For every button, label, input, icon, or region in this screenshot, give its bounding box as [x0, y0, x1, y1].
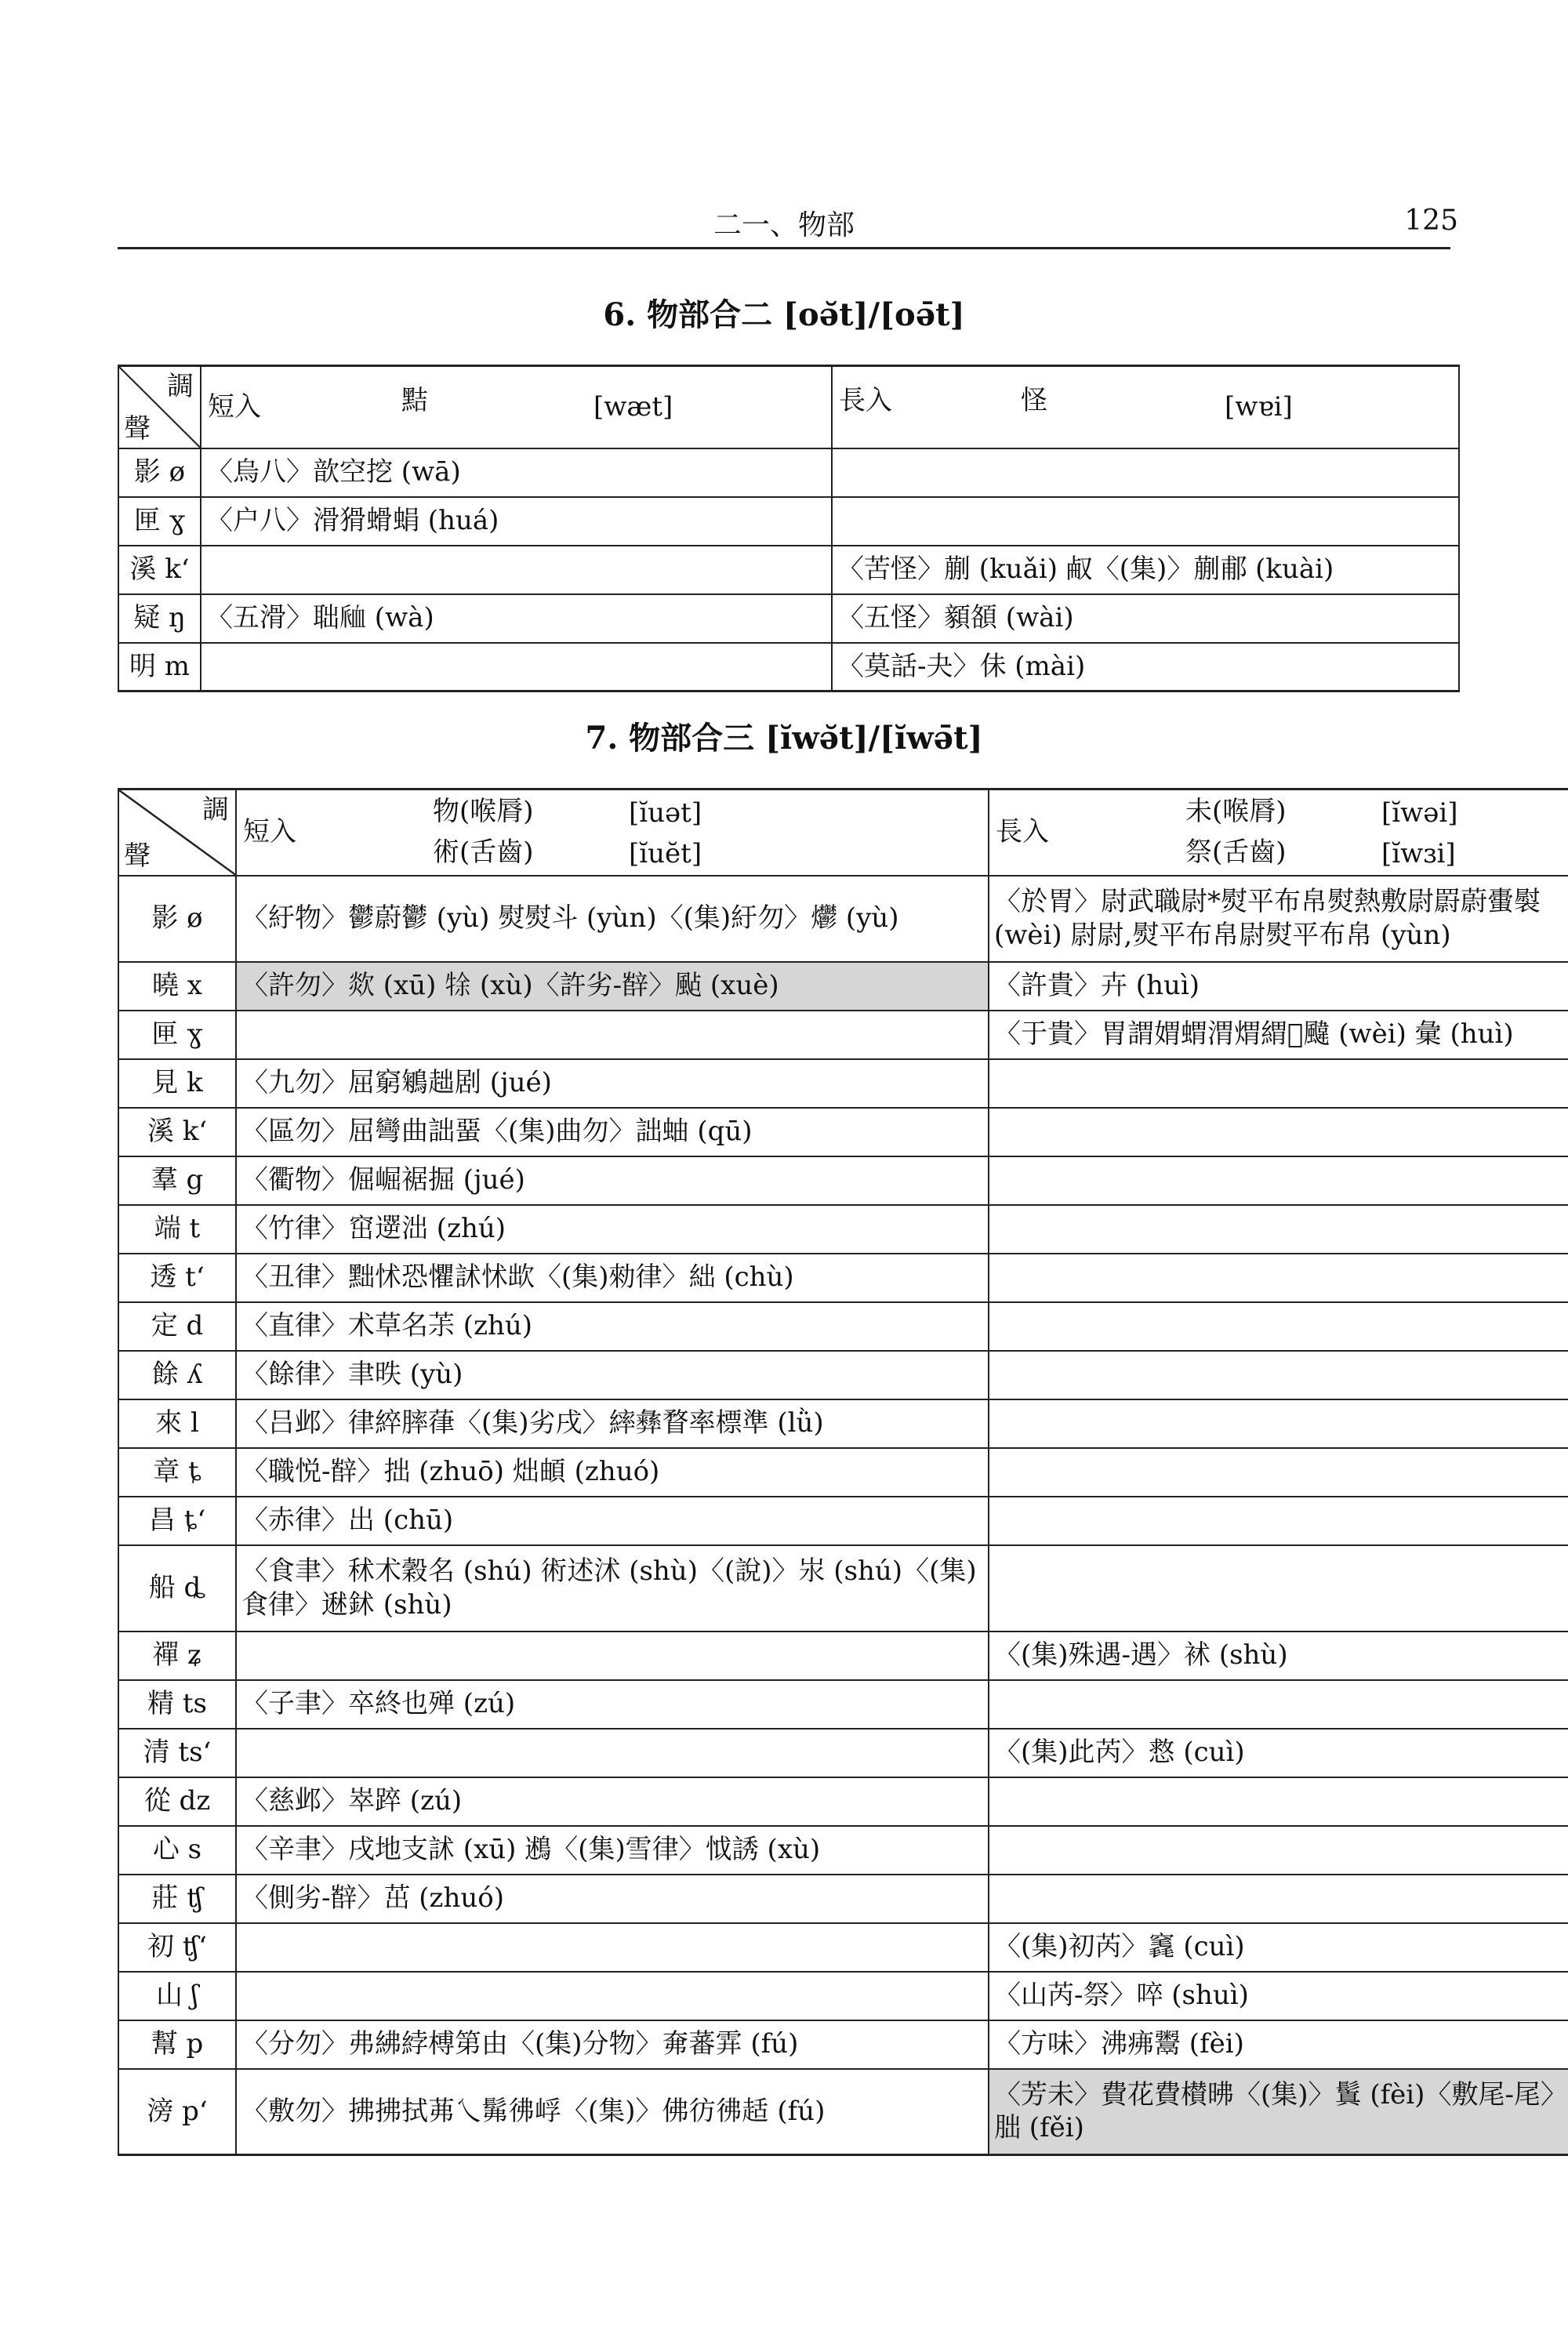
- table-row: [118, 1680, 1568, 1729]
- short-cell: 〈敷勿〉拂拂拭茀乀髴彿㟊〈(集)〉佛彷彿趏 (fú): [236, 2069, 989, 2155]
- table-row: [118, 448, 1459, 497]
- initial-cell: 餘 ʎ: [118, 1351, 236, 1399]
- short-cell: 〈赤律〉出 (chū): [236, 1497, 989, 1545]
- initial-cell: 莊 ʧ: [118, 1875, 236, 1923]
- short-cell: 〈職悦-辥〉拙 (zhuō) 炪頔 (zhuó): [236, 1448, 989, 1497]
- short-cell: 〈户八〉滑猾螖蜎 (huá): [201, 497, 832, 546]
- table7-long-header: [989, 789, 1568, 876]
- long-cell: [989, 1302, 1568, 1351]
- long-cell: [832, 448, 1459, 497]
- initial-cell: 影 ø: [118, 876, 236, 962]
- long-cell: 〈(集)初芮〉竁 (cuì): [989, 1923, 1568, 1972]
- table7: [118, 788, 1568, 2156]
- initial-label: 聲: [124, 840, 151, 872]
- initial-cell: 滂 p‘: [118, 2069, 236, 2155]
- table-row: [118, 1923, 1568, 1972]
- table7-corner-cell: [118, 789, 236, 876]
- long-cell: 〈莫話-夬〉佅 (mài): [832, 643, 1459, 691]
- table-row: [118, 1399, 1568, 1448]
- short-cell: [236, 1972, 989, 2020]
- long-cell: [989, 1108, 1568, 1156]
- short-cell: [236, 1923, 989, 1972]
- long-cell: 〈芳未〉費花費櫕昲〈(集)〉鬒 (fèi)〈敷尾-尾〉朏 (fěi): [989, 2069, 1568, 2155]
- short-cell: 〈九勿〉屈窮鵴趉剧 (jué): [236, 1059, 989, 1108]
- short-cell: 〈許勿〉欻 (xū) 𤙛 (xù)〈許劣-辥〉颭 (xuè): [236, 962, 989, 1011]
- short-cell: 〈紆物〉鬱蔚鬱 (yù) 熨熨斗 (yùn)〈(集)紆勿〉爩 (yù): [236, 876, 989, 962]
- initial-cell: 精 ts: [118, 1680, 236, 1729]
- ipa-label: [ĭwǝi]: [1381, 797, 1458, 829]
- subrhyme-label: 物(喉脣): [433, 796, 534, 827]
- long-cell: [989, 1875, 1568, 1923]
- long-cell: [989, 1777, 1568, 1826]
- initial-cell: 透 t‘: [118, 1254, 236, 1302]
- initial-cell: 山 ʃ: [118, 1972, 236, 2020]
- table-row: [118, 1108, 1568, 1156]
- table-row: [118, 962, 1568, 1011]
- initial-cell: 溪 k‘: [118, 546, 201, 594]
- short-cell: 〈烏八〉歆空挖 (wā): [201, 448, 832, 497]
- initial-cell: 禪 ʑ: [118, 1632, 236, 1680]
- ipa-label: [wɐi]: [1225, 391, 1293, 423]
- table-row: [118, 1302, 1568, 1351]
- short-cell: 〈側劣-辥〉茁 (zhuó): [236, 1875, 989, 1923]
- short-cell: 〈吕邺〉律綷膟葎〈(集)劣戌〉繂彝瞀率標準 (lǜ): [236, 1399, 989, 1448]
- long-cell: 〈於胃〉尉武職尉*熨平布帛熨熱敷尉罻蔚蟗褽 (wèi) 尉尉,熨平布帛尉熨平布帛 (yùn): [989, 876, 1568, 962]
- long-cell: [989, 1545, 1568, 1632]
- short-cell: 〈丑律〉黜怵恐懼訹怵欪〈(集)勑律〉絀 (chù): [236, 1254, 989, 1302]
- table-row: [118, 2020, 1568, 2069]
- initial-cell: 匣 ɣ: [118, 497, 201, 546]
- long-cell: [989, 1826, 1568, 1875]
- long-cell: 〈方味〉沸疿鬻 (fèi): [989, 2020, 1568, 2069]
- table-row: [118, 1205, 1568, 1254]
- short-cell: 〈衢物〉倔崛裾掘 (jué): [236, 1156, 989, 1205]
- ipa-label: [wæt]: [593, 391, 673, 423]
- short-cell: 〈竹律〉窋遻泏 (zhú): [236, 1205, 989, 1254]
- short-cell: 〈辛聿〉戌地支訹 (xū) 鶐〈(集)雪律〉怴誘 (xù): [236, 1826, 989, 1875]
- table6-corner-cell: [118, 366, 201, 448]
- initial-cell: 羣 g: [118, 1156, 236, 1205]
- initial-cell: 曉 x: [118, 962, 236, 1011]
- long-cell: [989, 1254, 1568, 1302]
- table-row: [118, 1011, 1568, 1059]
- long-cell: [989, 1351, 1568, 1399]
- short-cell: 〈五滑〉聉𧖴 (wà): [201, 594, 832, 643]
- short-cell: [236, 1011, 989, 1059]
- short-entering-label: 短入: [208, 391, 261, 423]
- table-row: [118, 1632, 1568, 1680]
- short-cell: 〈餘律〉聿昳 (yù): [236, 1351, 989, 1399]
- page-header: [118, 200, 1458, 249]
- long-cell: 〈(集)此芮〉慦 (cuì): [989, 1729, 1568, 1777]
- initial-cell: 從 dz: [118, 1777, 236, 1826]
- short-cell: 〈分勿〉弗紼綍榑第由〈(集)分物〉㚕蕃䨍 (fú): [236, 2020, 989, 2069]
- table-row: [118, 1254, 1568, 1302]
- rhyme-char: 怪: [1021, 385, 1047, 416]
- table6-short-header: [201, 366, 832, 448]
- long-cell: [989, 1448, 1568, 1497]
- initial-cell: 心 s: [118, 1826, 236, 1875]
- long-cell: 〈五怪〉顡頟 (wài): [832, 594, 1459, 643]
- short-cell: 〈子聿〉卒終也殚 (zú): [236, 1680, 989, 1729]
- subrhyme-label: 未(喉脣): [1185, 796, 1287, 827]
- initial-cell: 匣 ɣ: [118, 1011, 236, 1059]
- initial-cell: 章 ȶ: [118, 1448, 236, 1497]
- ipa-label: [ĭwɜi]: [1381, 838, 1456, 869]
- rhyme-char: 黠: [401, 385, 428, 416]
- table-row: [118, 1497, 1568, 1545]
- long-cell: 〈苦怪〉蒯 (kuǎi) 㕟〈(集)〉蒯郙 (kuài): [832, 546, 1459, 594]
- initial-cell: 幫 p: [118, 2020, 236, 2069]
- table-row: [118, 2069, 1568, 2155]
- table-row: [118, 1729, 1568, 1777]
- long-cell: [989, 1680, 1568, 1729]
- table-row: [118, 1777, 1568, 1826]
- short-cell: [201, 546, 832, 594]
- short-cell: 〈區勿〉屈彎曲詘蝁〈(集)曲勿〉詘蚰 (qū): [236, 1108, 989, 1156]
- initial-cell: 清 ts‘: [118, 1729, 236, 1777]
- table-row: [118, 643, 1459, 691]
- running-title: 二一、物部: [713, 209, 855, 241]
- table-row: [118, 1156, 1568, 1205]
- table-row: [118, 876, 1568, 962]
- initial-label: 聲: [124, 413, 151, 445]
- tone-label: 調: [202, 794, 229, 826]
- table6-long-header: [832, 366, 1459, 448]
- long-entering-label: 長入: [996, 816, 1049, 848]
- table6-title: 6. 物部合二 [oǝ̆t]/[oǝ̄t]: [603, 296, 965, 333]
- long-cell: [832, 497, 1459, 546]
- initial-cell: 初 ʧ‘: [118, 1923, 236, 1972]
- short-cell: [236, 1729, 989, 1777]
- table-row: [118, 546, 1459, 594]
- table7-header-row: [118, 789, 1568, 876]
- table6-header-row: [118, 366, 1459, 448]
- table-row: [118, 1351, 1568, 1399]
- short-cell: 〈食聿〉秫术穀名 (shú) 術述沭 (shù)〈(說)〉汖 (shú)〈(集)食律〉䢤鉥 (shù): [236, 1545, 989, 1632]
- table7-title: 7. 物部合三 [ĭwǝ̆t]/[ĭwǝ̄t]: [585, 720, 983, 757]
- long-cell: 〈(集)殊遇-遇〉䘤 (shù): [989, 1632, 1568, 1680]
- table-row: [118, 497, 1459, 546]
- initial-cell: 定 d: [118, 1302, 236, 1351]
- table7-short-header: [236, 789, 989, 876]
- page-number: 125: [1404, 205, 1458, 237]
- initial-cell: 疑 ŋ: [118, 594, 201, 643]
- table-row: [118, 1448, 1568, 1497]
- ipa-label: [ĭuĕt]: [629, 838, 702, 869]
- long-cell: [989, 1156, 1568, 1205]
- initial-cell: 影 ø: [118, 448, 201, 497]
- table-row: [118, 594, 1459, 643]
- tone-label: 調: [167, 371, 194, 402]
- initial-cell: 昌 ȶ‘: [118, 1497, 236, 1545]
- table-row: [118, 1875, 1568, 1923]
- initial-cell: 見 k: [118, 1059, 236, 1108]
- long-cell: [989, 1059, 1568, 1108]
- subrhyme-label: 術(舌齒): [433, 837, 534, 868]
- short-cell: [201, 643, 832, 691]
- short-entering-label: 短入: [243, 816, 296, 848]
- long-cell: [989, 1497, 1568, 1545]
- initial-cell: 端 t: [118, 1205, 236, 1254]
- initial-cell: 溪 k‘: [118, 1108, 236, 1156]
- subrhyme-label: 祭(舌齒): [1185, 837, 1287, 868]
- short-cell: 〈慈邺〉崒踤 (zú): [236, 1777, 989, 1826]
- ipa-label: [ĭuǝt]: [629, 797, 702, 829]
- long-cell: 〈山芮-祭〉啐 (shuì): [989, 1972, 1568, 2020]
- long-cell: 〈于貴〉胃謂媦蝟渭煟緭𧷁颹 (wèi) 彙 (huì): [989, 1011, 1568, 1059]
- initial-cell: 船 ȡ: [118, 1545, 236, 1632]
- table-row: [118, 1972, 1568, 2020]
- table-row: [118, 1059, 1568, 1108]
- long-cell: 〈許貴〉卉 (huì): [989, 962, 1568, 1011]
- initial-cell: 來 l: [118, 1399, 236, 1448]
- long-cell: [989, 1205, 1568, 1254]
- table-row: [118, 1826, 1568, 1875]
- long-cell: [989, 1399, 1568, 1448]
- short-cell: 〈直律〉术草名茮 (zhú): [236, 1302, 989, 1351]
- initial-cell: 明 m: [118, 643, 201, 691]
- long-entering-label: 長入: [839, 385, 892, 416]
- table-row: [118, 1545, 1568, 1632]
- short-cell: [236, 1632, 989, 1680]
- table6: [118, 365, 1460, 692]
